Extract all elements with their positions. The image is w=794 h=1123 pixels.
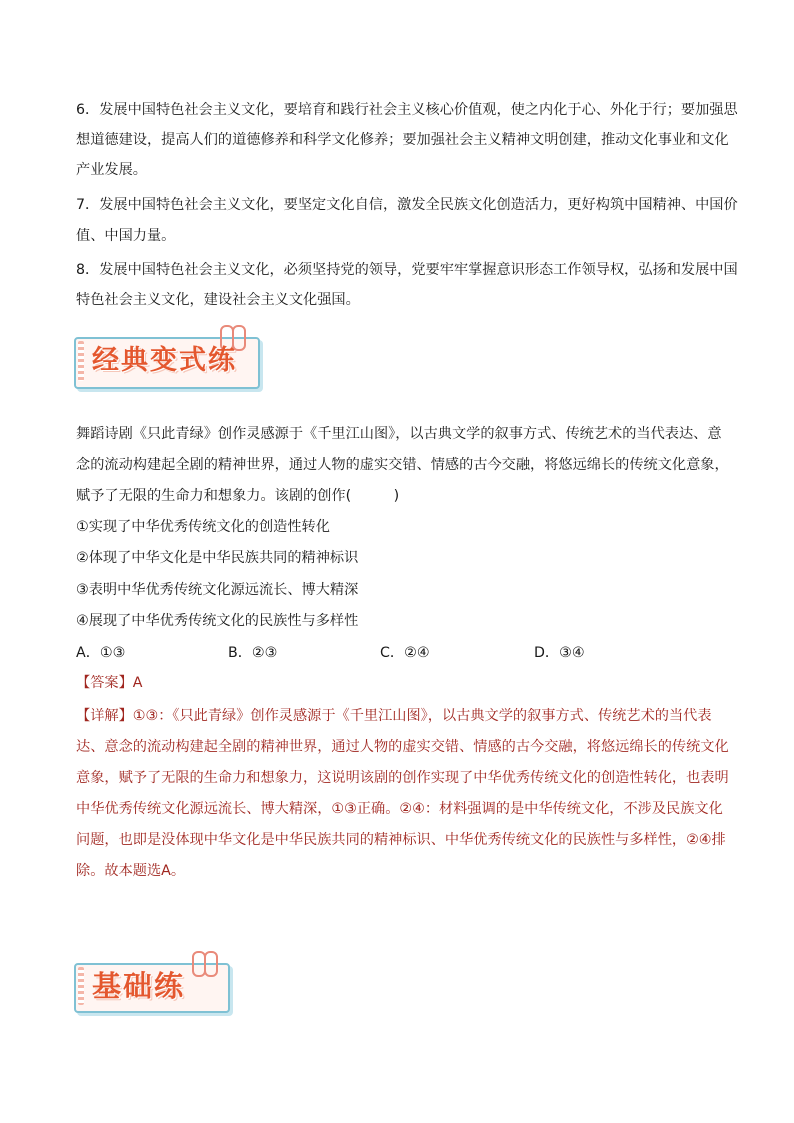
explanation-line: 除。故本题选A。	[76, 863, 186, 879]
badge-stripe	[78, 967, 84, 1005]
explanation-line: 达、意念的流动构建起全剧的精神世界，通过人物的虚实交错、情感的古今交融，将悠远绵长的传统文化	[76, 739, 729, 755]
text-line: 8．发展中国特色社会主义文化，必须坚持党的领导，党要牢牢掌握意识形态工作领导权，弘扬和发展中国	[76, 262, 738, 278]
text-line: 6．发展中国特色社会主义文化，要培育和践行社会主义核心价值观，使之内化于心、外化于行；要加强思	[76, 102, 738, 118]
answer-line	[76, 673, 736, 693]
paperclip-icon	[204, 951, 218, 977]
explanation-line: 意象，赋予了无限的生命力和想象力，这说明该剧的创作实现了中华优秀传统文化的创造性转化，也表明	[76, 770, 729, 786]
answer-value: A	[132, 675, 143, 691]
choice-d: D．③④	[534, 645, 585, 661]
explanation-text: ①③：《只此青绿》创作灵感源于《千里江山图》，以古典文学的叙事方式、传统艺术的当代表	[132, 708, 712, 724]
text-line: 特色社会主义文化，建设社会主义文化强国。	[76, 292, 360, 308]
badge-stripe	[78, 341, 84, 381]
text-line: 念的流动构建起全剧的精神世界，通过人物的虚实交错、情感的古今交融，将悠远绵长的传统文化意象，	[76, 457, 729, 473]
choice-a: A．①③	[76, 645, 126, 661]
explanation-label: 【详解】	[76, 708, 133, 724]
answer-choices	[76, 642, 736, 662]
section-title: 经典变式练	[92, 345, 237, 376]
explanation-line	[76, 706, 736, 726]
explanation-line: 问题，也即是没体现中华文化是中华民族共同的精神标识、中华优秀传统文化的民族性与多样性，②④排	[76, 832, 726, 848]
text-line: 想道德建设，提高人们的道德修养和科学文化修养；要加强社会主义精神文明创建，推动文化事业和文化	[76, 132, 729, 148]
text-line: 产业发展。	[76, 162, 147, 178]
text-line: 舞蹈诗剧《只此青绿》创作灵感源于《千里江山图》，以古典文学的叙事方式、传统艺术的当代表达、意	[76, 426, 722, 442]
choice-b: B．②③	[228, 645, 278, 661]
explanation-line: 中华优秀传统文化源远流长、博大精深，①③正确。②④：材料强调的是中华传统文化，不涉及民族文化	[76, 801, 723, 817]
statement-item: ③表明中华优秀传统文化源远流长、博大精深	[76, 582, 359, 598]
statement-item: ②体现了中华文化是中华民族共同的精神标识	[76, 550, 359, 566]
text-line: 赋予了无限的生命力和想象力。该剧的创作( )	[76, 488, 400, 504]
text-line: 值、中国力量。	[76, 228, 176, 244]
text-line: 7．发展中国特色社会主义文化，要坚定文化自信，激发全民族文化创造活力，更好构筑中国精神、中国价	[76, 197, 738, 213]
answer-label: 【答案】	[76, 675, 133, 691]
statement-item: ④展现了中华优秀传统文化的民族性与多样性	[76, 613, 359, 629]
statement-item: ①实现了中华优秀传统文化的创造性转化	[76, 519, 330, 535]
section-badge-basic	[74, 963, 234, 1019]
section-badge-classic	[74, 337, 264, 393]
choice-c: C．②④	[380, 645, 430, 661]
section-title: 基础练	[92, 969, 186, 1003]
